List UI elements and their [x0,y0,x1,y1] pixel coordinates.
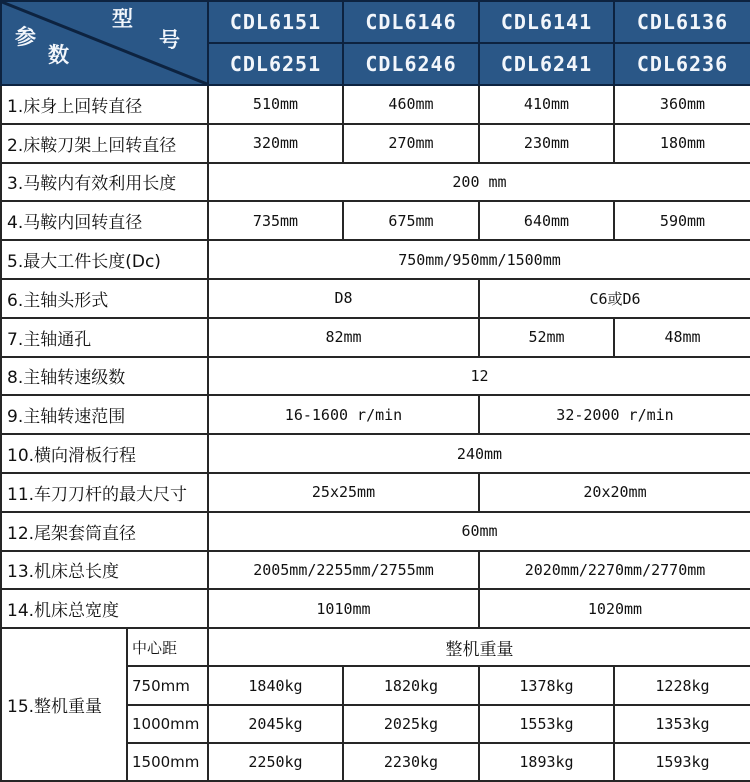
spec-value: D8 [208,279,479,318]
model-header-cell: CDL6251 [208,43,343,85]
spec-value: 360mm [614,85,750,124]
center-distance-header: 中心距 [127,628,208,666]
center-distance-value: 1500mm [127,743,208,781]
spec-value: 48mm [614,318,750,357]
spec-row [1,163,750,202]
spec-value: 410mm [479,85,614,124]
spec-row [1,512,750,551]
model-header-cell: CDL6236 [614,43,750,85]
weight-value: 2025kg [343,705,479,743]
weight-value: 1840kg [208,666,343,704]
spec-row [1,201,750,240]
header-row-top [1,1,750,43]
weight-section-label: 15.整机重量 [1,628,127,781]
spec-row [1,551,750,590]
spec-label: 1.床身上回转直径 [1,85,208,124]
spec-label: 7.主轴通孔 [1,318,208,357]
spec-row [1,85,750,124]
spec-value: C6或D6 [479,279,750,318]
spec-row [1,279,750,318]
weight-value: 1593kg [614,743,750,781]
spec-value: 240mm [208,434,750,473]
spec-label: 6.主轴头形式 [1,279,208,318]
spec-value: 230mm [479,124,614,163]
spec-value: 2020mm/2270mm/2770mm [479,551,750,590]
model-header-cell: CDL6151 [208,1,343,43]
spec-value: 735mm [208,201,343,240]
spec-row [1,240,750,279]
weight-section-header-row [1,628,750,666]
spec-row [1,357,750,396]
spec-row [1,318,750,357]
weight-value: 2250kg [208,743,343,781]
spec-value: 12 [208,357,750,396]
spec-value: 750mm/950mm/1500mm [208,240,750,279]
spec-value: 32-2000 r/min [479,395,750,434]
weight-value: 1353kg [614,705,750,743]
spec-label: 11.车刀刀杆的最大尺寸 [1,473,208,512]
spec-label: 3.马鞍内有效利用长度 [1,163,208,202]
spec-value: 675mm [343,201,479,240]
corner-label-model-char2: 号 [159,28,180,52]
model-header-cell: CDL6246 [343,43,479,85]
spec-value: 320mm [208,124,343,163]
spec-value: 510mm [208,85,343,124]
weight-value: 1893kg [479,743,614,781]
spec-label: 9.主轴转速范围 [1,395,208,434]
spec-value: 180mm [614,124,750,163]
spec-row [1,589,750,628]
weight-value: 2230kg [343,743,479,781]
weight-value: 2045kg [208,705,343,743]
center-distance-value: 750mm [127,666,208,704]
spec-value: 82mm [208,318,479,357]
corner-label-param-char1: 参 [15,25,36,49]
spec-label: 2.床鞍刀架上回转直径 [1,124,208,163]
model-header-cell: CDL6141 [479,1,614,43]
spec-row [1,473,750,512]
model-header-cell: CDL6241 [479,43,614,85]
spec-value: 2005mm/2255mm/2755mm [208,551,479,590]
weight-value: 1378kg [479,666,614,704]
spec-value: 25x25mm [208,473,479,512]
spec-label: 5.最大工件长度(Dc) [1,240,208,279]
weight-value: 1820kg [343,666,479,704]
spec-value: 16-1600 r/min [208,395,479,434]
spec-label: 13.机床总长度 [1,551,208,590]
spec-value: 1010mm [208,589,479,628]
spec-value: 590mm [614,201,750,240]
corner-cell [1,1,208,85]
spec-value: 270mm [343,124,479,163]
spec-value: 200 mm [208,163,750,202]
spec-row [1,395,750,434]
spec-value: 52mm [479,318,614,357]
model-header-cell: CDL6146 [343,1,479,43]
spec-value: 640mm [479,201,614,240]
spec-label: 4.马鞍内回转直径 [1,201,208,240]
spec-value: 460mm [343,85,479,124]
spec-label: 12.尾架套筒直径 [1,512,208,551]
spec-value: 1020mm [479,589,750,628]
spec-row [1,434,750,473]
spec-label: 8.主轴转速级数 [1,357,208,396]
total-weight-header: 整机重量 [208,628,750,666]
model-header-cell: CDL6136 [614,1,750,43]
weight-value: 1553kg [479,705,614,743]
spec-label: 10.横向滑板行程 [1,434,208,473]
corner-label-model-char1: 型 [112,7,133,31]
spec-label: 14.机床总宽度 [1,589,208,628]
spec-value: 20x20mm [479,473,750,512]
corner-label-param-char2: 数 [48,43,69,67]
spec-row [1,124,750,163]
spec-value: 60mm [208,512,750,551]
weight-value: 1228kg [614,666,750,704]
center-distance-value: 1000mm [127,705,208,743]
